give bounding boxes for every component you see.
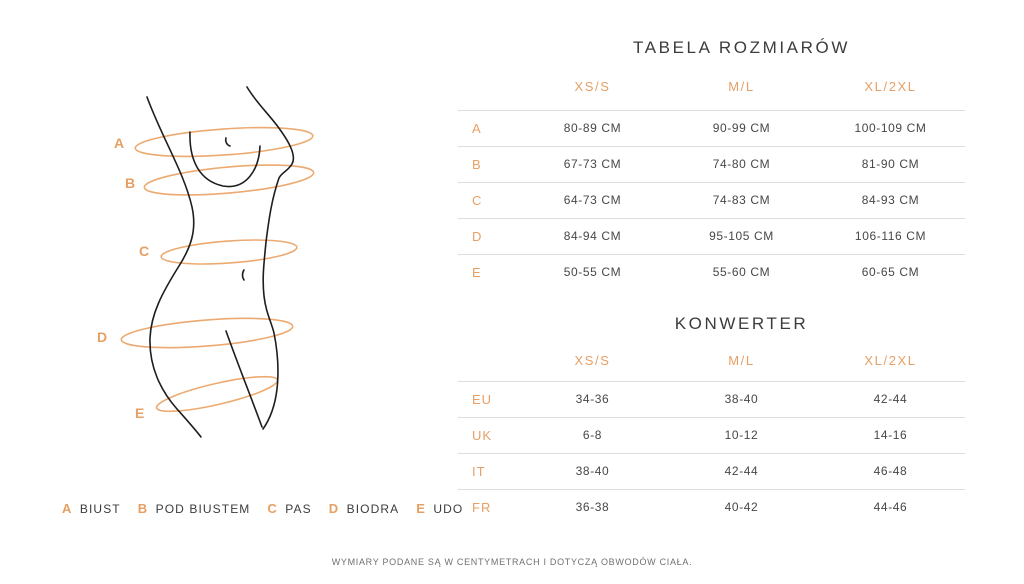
table-row-uk [458,417,965,453]
legend-label-thigh: UDO [433,501,464,516]
cell-value: 90-99 CM [667,110,816,146]
cell-value: 74-80 CM [667,146,816,182]
body-measurement-figure [0,0,440,560]
cell-value: 100-109 CM [816,110,965,146]
bust-ellipse [134,123,313,161]
size-column-header-m-l: M/L [667,64,816,110]
legend-letter-e: E [416,501,426,516]
converter-table [458,340,965,525]
cell-value: 81-90 CM [816,146,965,182]
cell-value: 106-116 CM [816,218,965,254]
cell-value: 84-93 CM [816,182,965,218]
cell-value: 42-44 [667,453,816,489]
measurements-note: WYMIARY PODANE SĄ W CENTYMETRACH I DOTYCZĄ OBWODÓW CIAŁA. [331,557,693,567]
cell-value: 36-38 [575,500,610,515]
cell-value: 46-48 [816,453,965,489]
cell-value: 38-40 [518,453,667,489]
cell-value: 95-105 CM [667,218,816,254]
legend-label-hips: BIODRA [346,501,400,516]
legend-label-bust: BIUST [79,501,121,516]
figure-point-label-a: A [114,135,126,151]
cell-value: 38-40 [667,381,816,417]
converter-column-header-xs-s: XS/S [518,340,667,381]
back-contour-line [147,97,201,437]
cell-value: 40-42 [724,500,759,515]
size-table-title: TABELA ROZMIARÓW [633,38,850,57]
measurement-legend [62,501,463,516]
row-label-c: C [458,182,518,218]
cell-value: 74-83 CM [667,182,816,218]
size-table-section [458,36,965,290]
cell-value: 50-55 CM [563,265,622,280]
figure-point-label-b: B [125,175,137,191]
legend-item-thigh [416,501,463,516]
table-row-fr [458,489,965,525]
inner-thigh-line [226,331,262,427]
table-row-a [458,110,965,146]
legend-item-waist [267,501,311,516]
figure-point-label-c: C [139,243,151,259]
legend-letter-b: B [137,501,148,516]
row-label-uk: UK [458,417,518,453]
table-row-c [458,182,965,218]
cell-value: 64-73 CM [518,182,667,218]
row-label-fr: FR [472,499,492,515]
row-label-d: D [458,218,518,254]
cell-value: 14-16 [816,417,965,453]
size-column-header-xs-s: XS/S [518,64,667,110]
row-label-e: E [472,264,482,280]
legend-letter-c: C [267,501,278,516]
cell-value: 67-73 CM [518,146,667,182]
row-label-it: IT [458,453,518,489]
hips-ellipse [120,313,294,352]
cell-value: 60-65 CM [861,265,920,280]
legend-letter-a: A [62,501,72,516]
size-column-header-xl-2xl: XL/2XL [816,64,965,110]
table-row-eu [458,381,965,417]
row-label-eu: EU [458,381,518,417]
converter-column-header-xl-2xl: XL/2XL [816,340,965,381]
size-table-header-row [458,64,965,110]
converter-section [458,312,965,525]
table-row-b [458,146,965,182]
legend-item-hips [329,501,400,516]
nipple-mark [226,138,230,146]
table-row-it [458,453,965,489]
cell-value: 34-36 [518,381,667,417]
figure-point-label-e: E [135,405,146,421]
cell-value: 10-12 [667,417,816,453]
size-table [458,64,965,290]
converter-corner-cell [458,340,518,381]
legend-letter-d: D [328,501,339,516]
cell-value: 55-60 CM [712,265,771,280]
thigh-ellipse [154,370,280,418]
cell-value: 84-94 CM [518,218,667,254]
table-row-e [458,254,965,290]
table-row-d [458,218,965,254]
row-label-b: B [458,146,518,182]
converter-title: KONWERTER [674,314,809,333]
cell-value: 44-46 [873,500,908,515]
navel-mark [243,270,245,280]
legend-label-waist: PAS [285,501,312,516]
row-label-a: A [458,110,518,146]
converter-column-header-m-l: M/L [667,340,816,381]
converter-header-row [458,340,965,381]
underbust-ellipse [143,160,315,201]
cell-value: 6-8 [518,417,667,453]
size-table-corner-cell [458,64,518,110]
torso-illustration [0,0,440,560]
legend-item-underbust [138,501,251,516]
cell-value: 80-89 CM [518,110,667,146]
figure-point-label-d: D [97,329,109,345]
legend-item-bust [62,501,121,516]
cell-value: 42-44 [816,381,965,417]
legend-label-underbust: POD BIUSTEM [155,501,251,516]
